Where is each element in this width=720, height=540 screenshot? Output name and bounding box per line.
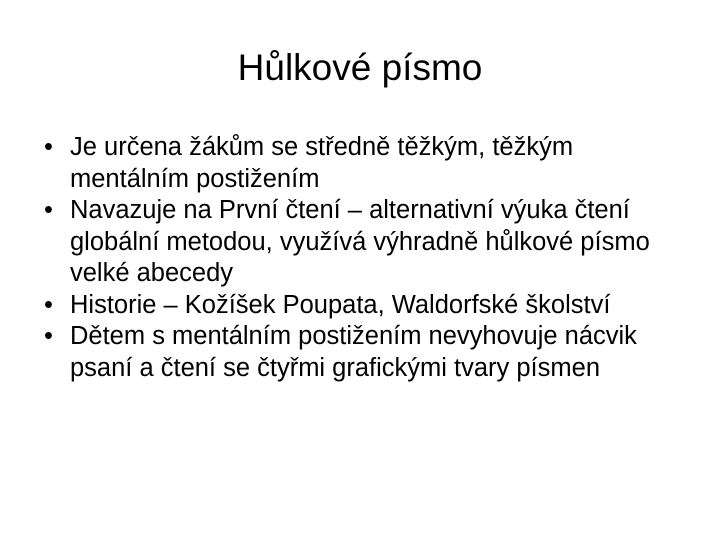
bullet-text: Dětem s mentálním postižením nevyhovuje nácvik psaní a čtení se čtyřmi grafickými tvary písmen [70, 322, 637, 382]
bullet-icon: • [44, 322, 53, 350]
bullet-icon: • [44, 290, 53, 319]
bullet-item [44, 195, 684, 290]
bullet-text: Je určena žákům se středně těžkým, těžkým mentálním postižením [70, 133, 574, 193]
bullet-item [44, 132, 684, 195]
bullet-list [44, 132, 684, 384]
bullet-item [44, 321, 684, 384]
slide-title: Hůlkové písmo [237, 47, 483, 88]
bullet-text: Historie – Kožíšek Poupata, Waldorfské školství [70, 290, 611, 319]
bullet-text: Navazuje na První čtení – alternativní výuka čtení globální metodou, využívá výhradně hůlkové písmo velké abecedy [70, 196, 650, 287]
bullet-item [44, 290, 684, 322]
bullet-icon: • [44, 196, 53, 224]
bullet-icon: • [44, 133, 53, 161]
